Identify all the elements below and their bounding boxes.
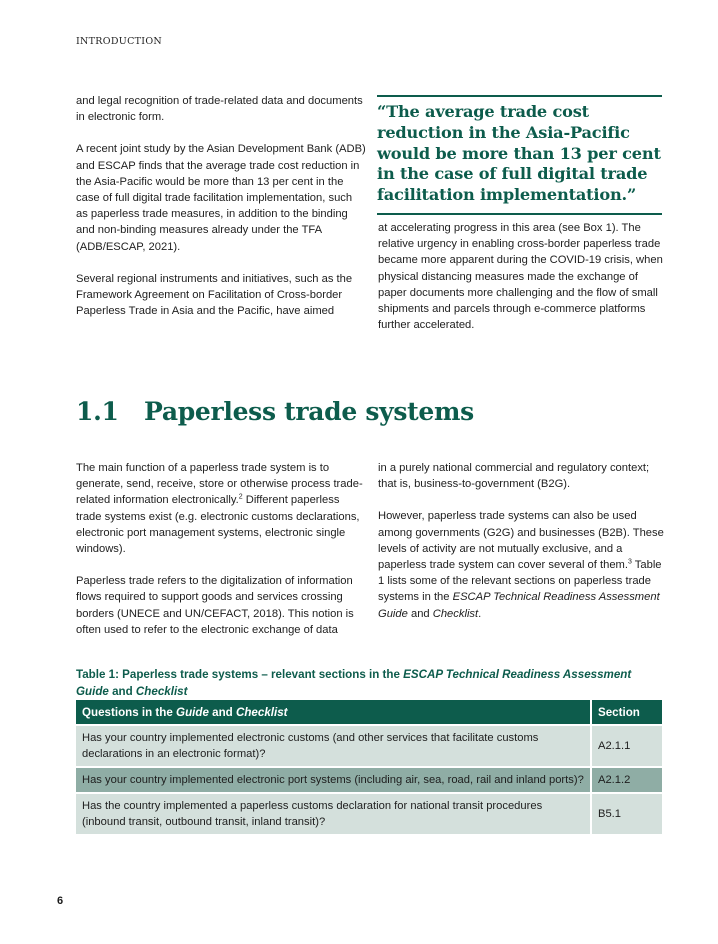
paragraph: However, paperless trade systems can also be used among governments (G2G) and businesses (B2B). These levels of activity are not mutually exclusive, and a paperless trade system can cover several of them.$^3$ Table 1 lists some of the relevant sections on paperless trade systems in the ESCAP Technical Readiness Assessment Guide and Checklist. [378, 510, 664, 620]
question-cell: Has the country implemented a paperless customs declaration for national transit procedures (inbound transit, outbound transit, inland transit)? [76, 793, 591, 834]
intro-right-column [378, 220, 668, 333]
table-header-row [76, 700, 662, 725]
table-caption: Table 1: Paperless trade systems – relevant sections in the ESCAP Technical Readiness Assessment Guide and Checklist [76, 668, 632, 698]
intro-left-column [76, 93, 366, 319]
footnote-ref[interactable]: 3 [627, 558, 632, 566]
paragraph: Several regional instruments and initiatives, such as the Framework Agreement on Facilitation of Cross-border Paperless Trade in Asia and the Pacific, have aimed [76, 272, 353, 318]
paragraph: at accelerating progress in this area (see Box 1). The relative urgency in enabling cross-border paperless trade became more apparent during the COVID-19 crisis, when physical distancing measures made the exchange of paper documents more challenging and the flow of small shipments and parcels through e-commerce platforms further accelerated. [378, 222, 663, 332]
section-title: Paperless trade systems [144, 397, 474, 426]
paragraph: The main function of a paperless trade system is to generate, send, receive, store or otherwise process trade-related information electronically.$^2$ Different paperless trade systems exist (e.g. electronic customs declarations, electronic port management systems, electronic single windows). [76, 462, 363, 556]
readiness-table [76, 700, 662, 834]
section-cell: A2.1.1 [591, 725, 662, 767]
footnote-ref[interactable]: 2 [238, 493, 243, 501]
pull-quote-text: “The average trade cost reduction in the Asia-Pacific would be more than 13 per cent in the case of full digital trade facilitation implementation.” [377, 102, 661, 205]
pull-quote [377, 95, 662, 215]
question-cell: Has your country implemented electronic port systems (including air, sea, road, rail and inland ports)? [76, 767, 591, 793]
question-cell: Has your country implemented electronic customs (and other services that facilitate customs declarations in an electronic format)? [76, 725, 591, 767]
paragraph: Paperless trade refers to the digitalization of information flows required to support goods and services crossing borders (UNECE and UN/CEFACT, 2018). This notion is often used to refer to the electronic exchange of data [76, 575, 354, 636]
section-left-column [76, 460, 366, 638]
page-number: 6 [57, 895, 64, 907]
paragraph: A recent joint study by the Asian Development Bank (ADB) and ESCAP finds that the average trade cost reduction in the Asia-Pacific would be more than 13 per cent in the case of full digital trade facilitation implementation, such as paperless trade measures, in addition to the binding and non-binding measures already under the TFA (ADB/ESCAP, 2021). [76, 143, 366, 253]
paragraph: in a purely national commercial and regulatory context; that is, business-to-government (B2G). [378, 462, 650, 491]
section-cell: A2.1.2 [591, 767, 662, 793]
column-header-questions: Questions in the Guide and Checklist [76, 700, 591, 725]
section-heading [76, 397, 474, 426]
section-cell: B5.1 [591, 793, 662, 834]
table-row [76, 725, 662, 767]
column-header-section: Section [591, 700, 662, 725]
running-header: INTRODUCTION [76, 36, 163, 47]
table-row [76, 767, 662, 793]
paragraph: and legal recognition of trade-related data and documents in electronic form. [76, 95, 363, 124]
table-row [76, 793, 662, 834]
section-number: 1.1 [76, 397, 119, 426]
section-right-column [378, 460, 668, 622]
